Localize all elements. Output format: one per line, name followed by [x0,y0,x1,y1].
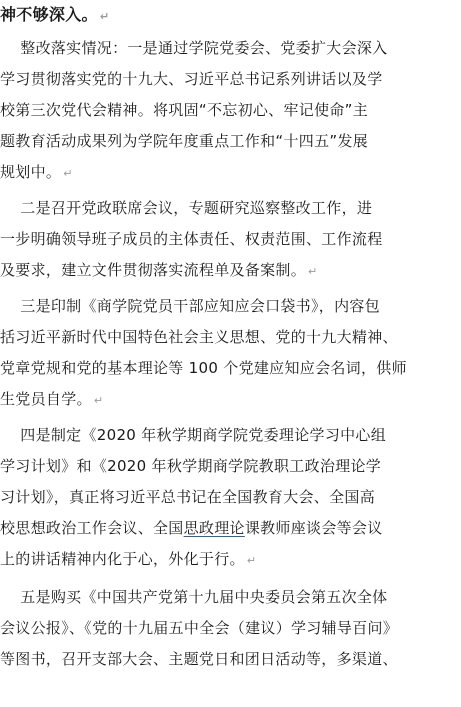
text-line [0,384,461,414]
line-text: 括习近平新时代中国特色社会主义思想、党的十九大精神、 [0,328,398,346]
text-line [0,322,461,352]
line-text: 学习贯彻落实党的十九大、习近平总书记系列讲话以及学 [0,70,383,88]
text-line [0,95,461,125]
text-line [0,513,461,543]
line-text: 等图书，召开支部大会、主题党日和团日活动等，多渠道、 [0,650,398,668]
text-line [0,157,461,187]
line-text: 五是购买《中国共产党第十九届中央委员会第五次全体 [0,588,388,606]
line-text-after: 课教师座谈会等会议 [244,519,383,537]
line-text: 学习计划》和《2020 年秋学期商学院教职工政治理论学 [0,457,382,475]
line-text: 整改落实情况：一是通过学院党委会、党委扩大会深入 [0,39,388,57]
line-text: 三是印制《商学院党员干部应知应会口袋书》，内容包 [0,297,380,315]
text-line [0,291,461,321]
paragraph-mark-icon: ↵ [246,554,257,567]
line-text: 及要求，建立文件贯彻落实流程单及备案制。 [0,261,307,279]
underlined-term[interactable]: 思政理论 [183,519,245,537]
paragraph-mark-icon: ↵ [93,394,104,407]
text-line [0,353,461,383]
text-line [0,0,461,30]
text-line [0,33,461,63]
text-line [0,544,461,574]
line-text: 二是召开党政联席会议，专题研究巡察整改工作，进 [0,199,373,217]
line-text: 上的讲话精神内化于心，外化于行。 [0,550,245,568]
text-line [0,451,461,481]
line-text: 会议公报》、《党的十九届五中全会（建议）学习辅导百问》 [0,619,399,637]
text-line [0,644,461,674]
line-text: 习计划》，真正将习近平总书记在全国教育大会、全国高 [0,488,376,506]
text-line [0,193,461,223]
text-line [0,255,461,285]
text-line [0,420,461,450]
text-line [0,482,461,512]
text-line [0,613,461,643]
line-text: 题教育活动成果列为学院年度重点工作和“十四五”发展 [0,132,369,150]
line-text: 党章党规和党的基本理论等 100 个党建应知应会名词，供师 [0,359,407,377]
line-text: 规划中。 [0,163,62,181]
paragraph-mark-icon: ↵ [63,167,73,180]
paragraph-mark-icon: ↵ [99,10,110,23]
line-text: 生党员自学。 [0,390,92,408]
text-line [0,224,461,254]
line-text: 校思想政治工作会议、全国 [0,519,184,537]
line-text: 校第三次党代会精神。将巩固“不忘初心、牢记使命”主 [0,101,369,119]
paragraph-mark-icon: ↵ [308,265,318,278]
text-line [0,582,461,612]
line-text: 四是制定《2020 年秋学期商学院党委理论学习中心组 [0,426,387,444]
line-text: 一步明确领导班子成员的主体责任、权责范围、工作流程 [0,230,383,248]
text-line [0,126,461,156]
line-text: 神不够深入。 [0,5,98,24]
text-line [0,64,461,94]
